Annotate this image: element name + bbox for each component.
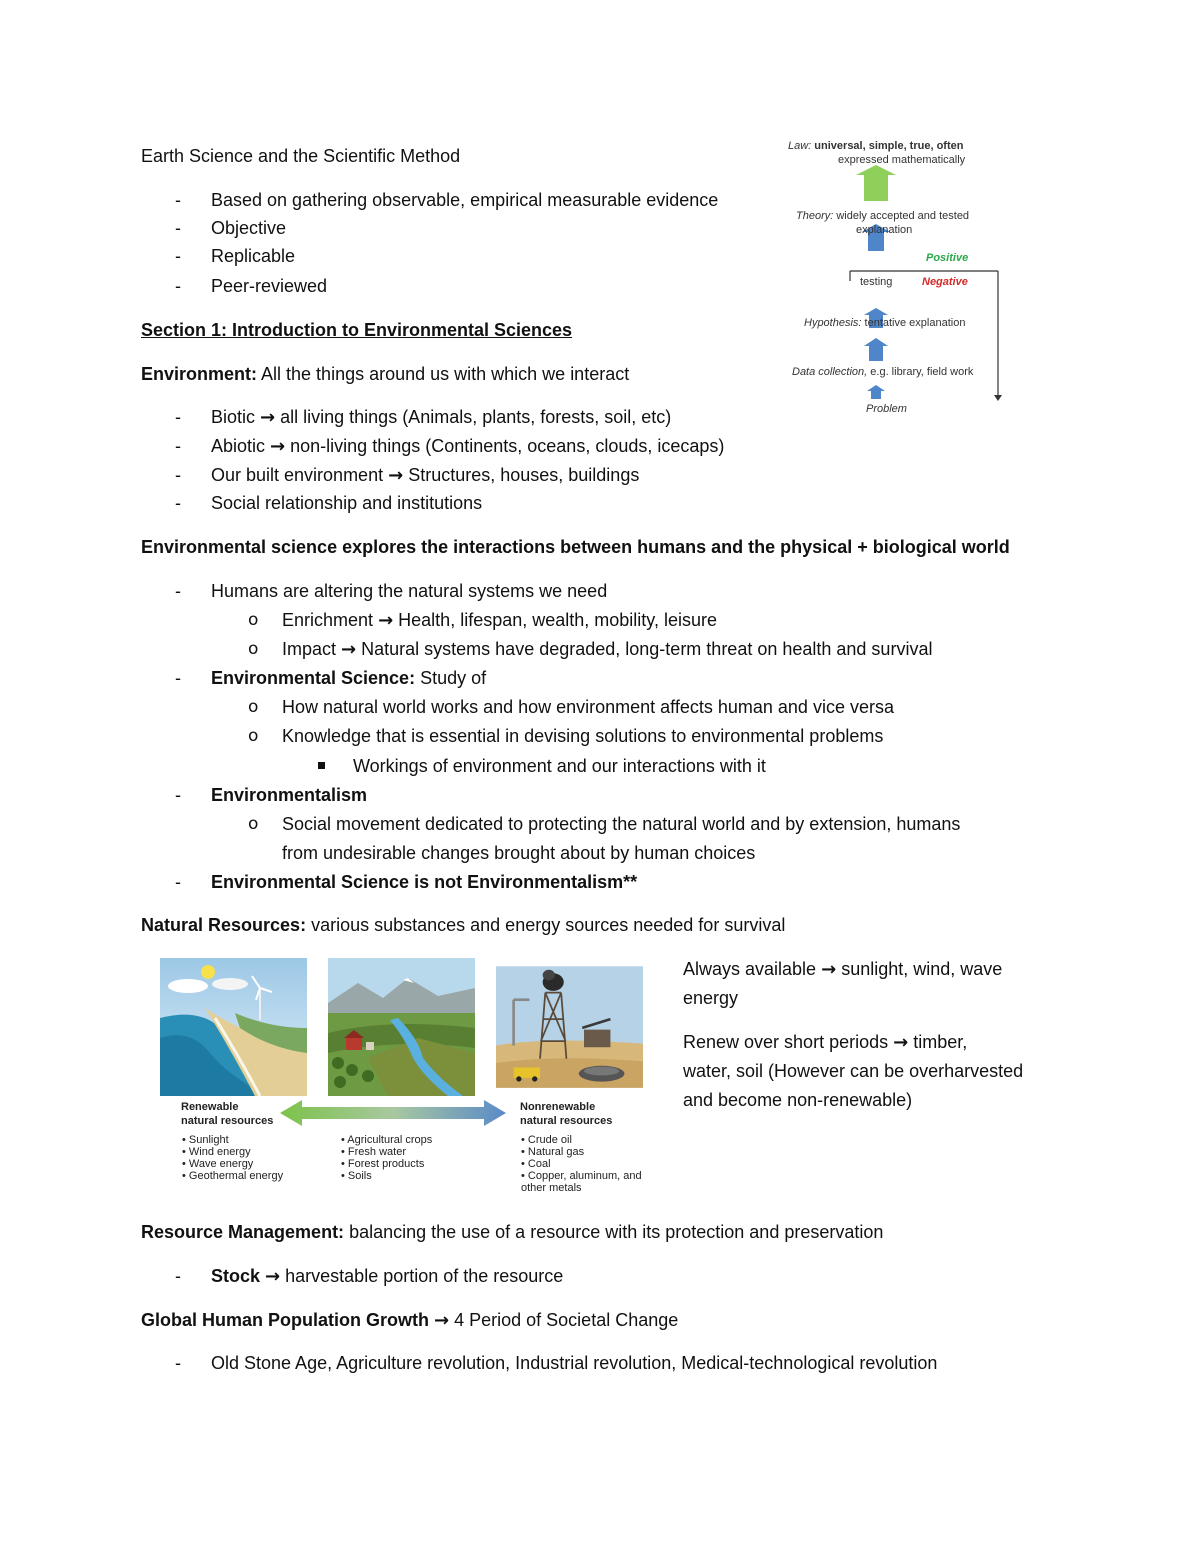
figure-list-item: • Soils — [341, 1170, 372, 1182]
scientific-method-diagram — [780, 135, 1010, 420]
definition: balancing the use of a resource with its protection and preservation — [344, 1222, 884, 1242]
problem-label: Problem — [866, 403, 907, 415]
nonrenewable-title: Nonrenewable — [520, 1101, 596, 1113]
list-item: Knowledge that is essential in devising solutions to environmental problems — [282, 726, 884, 746]
figure-list-item: • Fresh water — [341, 1146, 406, 1158]
definition: various substances and energy sources needed for survival — [306, 915, 786, 935]
figure-list-item: • Natural gas — [521, 1146, 585, 1158]
dash-bullet: - — [175, 872, 181, 892]
arrow-icon: → — [270, 436, 286, 457]
definition: 4 Period of Societal Change — [449, 1310, 679, 1330]
testing-label: testing — [860, 276, 893, 288]
arrow-icon: → — [388, 465, 404, 486]
circle-bullet: o — [248, 697, 259, 717]
theory-label-line2: explanation — [856, 224, 913, 236]
term: Theory: — [796, 210, 834, 222]
list-item: Objective — [211, 218, 287, 238]
term: Abiotic — [211, 436, 266, 456]
text: Always available — [683, 959, 817, 979]
list-item: Based on gathering observable, empirical measurable evidence — [211, 190, 719, 210]
natural-resources-figure — [160, 955, 663, 1195]
dash-bullet: - — [175, 218, 181, 238]
arrow-icon: → — [260, 407, 276, 428]
text: widely accepted and tested — [833, 210, 970, 222]
term: Enrichment — [282, 610, 374, 630]
circle-bullet: o — [248, 610, 259, 630]
arrow-icon: → — [821, 959, 837, 980]
list-item: Peer-reviewed — [211, 276, 328, 296]
figure-list-item: • Crude oil — [521, 1134, 572, 1146]
figure-list-item: • Sunlight — [182, 1134, 229, 1146]
list-item — [282, 638, 932, 661]
term: Natural Resources: — [141, 915, 307, 935]
dash-bullet: - — [175, 668, 181, 688]
figure-list-item: • Agricultural crops — [341, 1134, 433, 1146]
side-text: energy — [683, 988, 739, 1008]
item-text: Structures, houses, buildings — [403, 465, 640, 485]
side-text: and become non-renewable) — [683, 1090, 913, 1110]
list-item — [211, 1265, 563, 1288]
list-item — [211, 667, 486, 689]
item-text: Natural systems have degraded, long-term threat on health and survival — [356, 639, 933, 659]
definition: All the things around us with which we interact — [257, 364, 630, 384]
dash-bullet: - — [175, 493, 181, 513]
term: Law: — [788, 140, 812, 152]
document-title: Earth Science and the Scientific Method — [141, 146, 461, 166]
population-heading — [141, 1309, 678, 1332]
term: Our built environment — [211, 465, 384, 485]
dash-bullet: - — [175, 785, 181, 805]
item-text: all living things (Animals, plants, forests, soil, etc) — [275, 407, 672, 427]
item-text: harvestable portion of the resource — [280, 1266, 564, 1286]
list-item — [282, 609, 717, 632]
hypothesis-label — [804, 317, 965, 330]
data-collection-label — [792, 366, 973, 379]
side-text — [683, 958, 1002, 981]
term: Impact — [282, 639, 337, 659]
list-item: Social movement dedicated to protecting the natural world and by extension, humans — [282, 814, 961, 834]
term: Stock — [211, 1266, 261, 1286]
list-item: Old Stone Age, Agriculture revolution, Industrial revolution, Medical-technological revolution — [211, 1353, 938, 1373]
renewable-title: Renewable — [181, 1101, 239, 1113]
square-bullet — [318, 762, 325, 769]
list-item: Environmentalism — [211, 785, 368, 805]
term: Biotic — [211, 407, 256, 427]
side-text — [683, 1031, 967, 1054]
law-label-line2: expressed mathematically — [838, 154, 966, 166]
double-arrow-icon — [278, 1098, 508, 1128]
figure-list-item: • Wind energy — [182, 1146, 251, 1158]
list-item: Workings of environment and our interactions with it — [353, 756, 766, 776]
figure-list-item: • Wave energy — [182, 1158, 254, 1170]
term: Environment: — [141, 364, 258, 384]
text: tentative explanation — [861, 317, 966, 329]
dash-bullet: - — [175, 1266, 181, 1286]
dash-bullet: - — [175, 465, 181, 485]
item-text: non-living things (Continents, oceans, clouds, icecaps) — [285, 436, 725, 456]
arrow-icon: → — [434, 1310, 450, 1331]
text: timber, — [908, 1032, 968, 1052]
nonrenewable-subtitle: natural resources — [520, 1115, 613, 1127]
list-item: Humans are altering the natural systems we need — [211, 581, 608, 601]
figure-list-item: other metals — [521, 1182, 582, 1194]
circle-bullet: o — [248, 639, 259, 659]
dash-bullet: - — [175, 581, 181, 601]
figure-list-item: • Copper, aluminum, and — [521, 1170, 642, 1182]
term: Global Human Population Growth — [141, 1310, 429, 1330]
text: universal, simple, true, often — [811, 140, 964, 152]
dash-bullet: - — [175, 276, 181, 296]
renewable-farm-illustration — [328, 958, 475, 1096]
circle-bullet: o — [248, 726, 259, 746]
dash-bullet: - — [175, 407, 181, 427]
figure-list-item: • Geothermal energy — [182, 1170, 284, 1182]
term: Resource Management: — [141, 1222, 345, 1242]
figure-list-item: • Forest products — [341, 1158, 425, 1170]
nonrenewable-oil-illustration — [496, 958, 643, 1096]
list-item-continuation: from undesirable changes brought about by human choices — [282, 843, 756, 863]
section-heading: Section 1: Introduction to Environmental Sciences — [141, 320, 573, 340]
arrow-icon: → — [265, 1266, 281, 1287]
list-item — [211, 406, 671, 429]
circle-bullet: o — [248, 814, 259, 834]
arrow-icon: → — [378, 610, 394, 631]
text: Renew over short periods — [683, 1032, 889, 1052]
renewable-coast-illustration — [160, 958, 307, 1096]
law-label — [788, 140, 963, 153]
figure-list-item: • Coal — [521, 1158, 551, 1170]
resource-management-definition — [141, 1221, 883, 1243]
term: Data collection, — [792, 366, 868, 378]
list-item — [211, 464, 639, 487]
dash-bullet: - — [175, 1353, 181, 1373]
list-item — [211, 435, 724, 458]
item-text: Study of — [415, 668, 487, 688]
arrow-icon: → — [341, 639, 357, 660]
negative-label: Negative — [922, 276, 968, 288]
list-item: Replicable — [211, 246, 296, 266]
dash-bullet: - — [175, 246, 181, 266]
item-text: Health, lifespan, wealth, mobility, leisure — [393, 610, 717, 630]
dash-bullet: - — [175, 436, 181, 456]
term: Environmental Science: — [211, 668, 416, 688]
list-item: How natural world works and how environment affects human and vice versa — [282, 697, 894, 717]
side-text: water, soil (However can be overharvested — [683, 1061, 1024, 1081]
text: sunlight, wind, wave — [836, 959, 1003, 979]
theory-label — [796, 210, 969, 223]
natural-resources-definition — [141, 914, 785, 936]
term: Hypothesis: — [804, 317, 862, 329]
environment-definition — [141, 363, 629, 385]
dash-bullet: - — [175, 190, 181, 210]
arrow-icon: → — [893, 1032, 909, 1053]
positive-label: Positive — [926, 252, 969, 264]
bold-heading: Environmental science explores the interactions between humans and the physical + biological world — [141, 537, 1010, 557]
renewable-subtitle: natural resources — [181, 1115, 274, 1127]
list-item: Environmental Science is not Environmentalism** — [211, 872, 638, 892]
list-item: Social relationship and institutions — [211, 493, 483, 513]
text: e.g. library, field work — [867, 366, 974, 378]
